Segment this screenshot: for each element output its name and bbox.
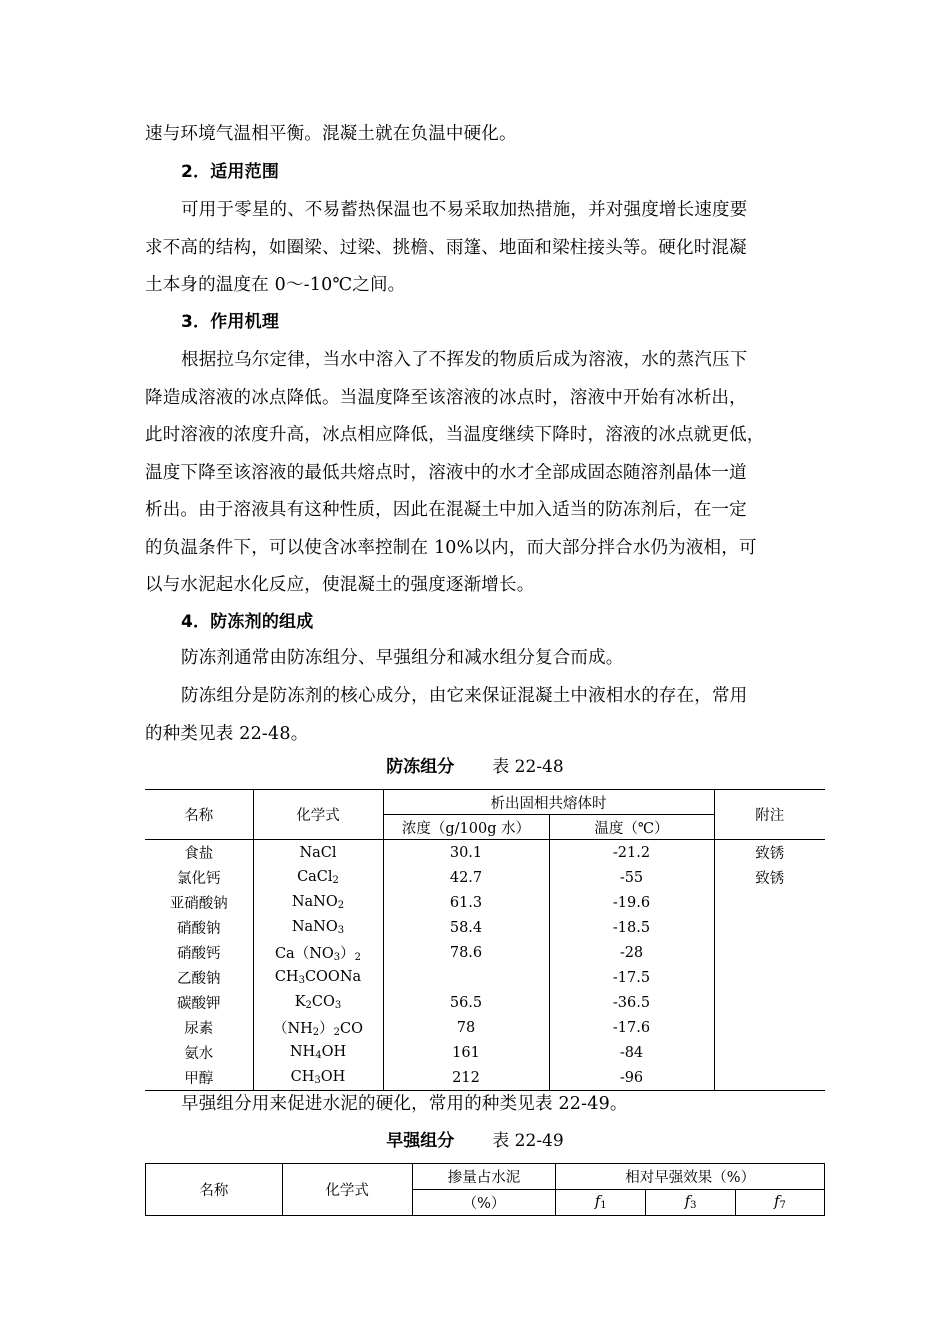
cell-temperature: -36.5 (549, 990, 714, 1015)
formula-part: OH (321, 1044, 347, 1060)
cell-concentration: 161 (383, 1040, 549, 1065)
cell-note: 致锈 (714, 865, 825, 890)
cell-note (714, 1015, 825, 1040)
cell-name: 甲醇 (145, 1065, 253, 1091)
text-line: 的负温条件下，可以使含冰率控制在 10%以内，而大部分拌合水仍为液相，可 (145, 537, 757, 558)
column-header-name: 名称 (145, 790, 253, 840)
formula-subscript: 3 (298, 975, 305, 986)
cell-temperature: -28 (549, 940, 714, 965)
column-header-f7 (736, 1190, 825, 1216)
table-row (145, 840, 825, 866)
cell-temperature: -17.6 (549, 1015, 714, 1040)
formula-subscript: 2 (337, 900, 345, 911)
cell-temperature: -17.5 (549, 965, 714, 990)
text-line: 以与水泥起水化反应，使混凝土的强度逐渐增长。 (145, 575, 535, 595)
column-header-name: 名称 (146, 1164, 283, 1216)
column-header-f1 (556, 1190, 646, 1216)
cell-concentration: 212 (383, 1065, 549, 1091)
formula-subscript: 4 (315, 1050, 322, 1061)
f-symbol: f (594, 1194, 601, 1210)
table-caption-22-48 (0, 752, 950, 777)
paragraph-intro-end (145, 116, 825, 154)
formula-subscript: 2 (354, 952, 362, 963)
text-line: 速与环境气温相平衡。混凝土就在负温中硬化。 (145, 124, 517, 144)
section-heading-composition: 4．防冻剂的组成 (181, 612, 314, 632)
cell-formula (253, 965, 383, 990)
cell-concentration: 56.5 (383, 990, 549, 1015)
formula-subscript: 2 (332, 875, 339, 886)
formula-part: NaNO (291, 919, 338, 935)
section-heading-mechanism: 3．作用机理 (181, 312, 280, 332)
column-header-note: 附注 (714, 790, 825, 840)
text-line: 降造成溶液的冰点降低。当温度降至该溶液的冰点时，溶液中开始有冰析出， (145, 387, 747, 408)
f-symbol: f (684, 1194, 691, 1210)
column-header-formula: 化学式 (282, 1164, 412, 1216)
cell-concentration: 58.4 (383, 915, 549, 940)
cell-temperature: -84 (549, 1040, 714, 1065)
table-row (145, 890, 825, 915)
table-number: 表 22-49 (492, 1131, 564, 1151)
cell-formula (253, 865, 383, 890)
cell-formula (253, 990, 383, 1015)
formula-part: CH (274, 969, 299, 985)
cell-temperature: -18.5 (549, 915, 714, 940)
formula-part: ） (340, 946, 355, 962)
text-line: 可用于零星的、不易蓄热保温也不易采取加热措施，并对强度增长速度要 (181, 200, 748, 220)
paragraph-antifreeze-component (145, 678, 825, 753)
cell-name: 食盐 (145, 840, 253, 866)
cell-concentration: 78.6 (383, 940, 549, 965)
cell-concentration: 61.3 (383, 890, 549, 915)
column-header-dosage: 掺量占水泥 (412, 1164, 556, 1190)
table-row (145, 990, 825, 1015)
table-row (145, 940, 825, 965)
cell-name: 尿素 (145, 1015, 253, 1040)
cell-name: 硝酸钠 (145, 915, 253, 940)
formula-subscript: 2 (305, 1000, 312, 1011)
text-line: 此时溶液的浓度升高，冰点相应降低，当温度继续下降时，溶液的冰点就更低， (145, 425, 765, 445)
formula-part: NH (289, 1044, 316, 1060)
cell-note (714, 990, 825, 1015)
column-header-dosage-unit: （%） (412, 1190, 556, 1216)
cell-concentration: 78 (383, 1015, 549, 1040)
formula-part: NaNO (291, 894, 338, 910)
cell-formula (253, 1040, 383, 1065)
cell-note (714, 965, 825, 990)
table-body (145, 840, 825, 1091)
cell-formula (253, 840, 383, 866)
formula-subscript: 3 (334, 1000, 342, 1011)
cell-formula (253, 915, 383, 940)
section-heading-scope: 2．适用范围 (181, 162, 280, 182)
cell-note (714, 915, 825, 940)
text-line: 的种类见表 22-48。 (145, 723, 309, 744)
formula-subscript: 3 (314, 1075, 321, 1086)
antifreeze-components-table (145, 789, 825, 1091)
formula-part: （NH (272, 1021, 313, 1037)
cell-note (714, 1040, 825, 1065)
table-row (145, 865, 825, 890)
formula-part: Ca（NO (274, 946, 334, 962)
early-strength-components-table (145, 1163, 825, 1216)
subscript: 3 (690, 1200, 697, 1211)
cell-note (714, 890, 825, 915)
cell-name: 亚硝酸钠 (145, 890, 253, 915)
formula-part: K (294, 994, 306, 1010)
column-header-temperature: 温度（℃） (549, 815, 714, 840)
table-row (145, 1015, 825, 1040)
cell-name: 硝酸钙 (145, 940, 253, 965)
cell-temperature: -21.2 (549, 840, 714, 866)
formula-part: ） (319, 1021, 334, 1037)
cell-name: 氯化钙 (145, 865, 253, 890)
formula-part: CH (290, 1069, 315, 1085)
table-row (145, 1040, 825, 1065)
cell-temperature: -55 (549, 865, 714, 890)
table-title: 防冻组分 (386, 757, 455, 777)
cell-formula (253, 1015, 383, 1040)
formula-part: CO (311, 994, 335, 1010)
cell-note (714, 940, 825, 965)
cell-temperature: -96 (549, 1065, 714, 1091)
cell-concentration (383, 965, 549, 990)
subscript: 1 (600, 1200, 607, 1211)
table-number: 表 22-48 (492, 757, 564, 777)
cell-name: 氨水 (145, 1040, 253, 1065)
formula-part: CO (340, 1021, 364, 1037)
table-title: 早强组分 (386, 1131, 455, 1151)
formula-part: COONa (304, 969, 362, 985)
cell-note: 致锈 (714, 840, 825, 866)
cell-formula (253, 940, 383, 965)
paragraph-early-strength (145, 1086, 825, 1124)
f-symbol: f (774, 1194, 780, 1210)
formula-part: NaCl (299, 844, 337, 861)
text-line: 根据拉乌尔定律，当水中溶入了不挥发的物质后成为溶液，水的蒸汽压下 (181, 350, 748, 370)
text-line: 土本身的温度在 0～-10℃之间。 (145, 275, 406, 295)
text-line: 防冻剂通常由防冻组分、早强组分和减水组分复合而成。 (181, 648, 624, 668)
column-group-relative-strength: 相对早强效果（%） (556, 1164, 825, 1190)
column-header-formula: 化学式 (253, 790, 383, 840)
text-line: 防冻组分是防冻剂的核心成分，由它来保证混凝土中液相水的存在，常用 (181, 686, 748, 706)
formula-part: OH (320, 1069, 346, 1085)
formula-subscript: 3 (333, 952, 341, 963)
cell-name: 碳酸钾 (145, 990, 253, 1015)
formula-subscript: 2 (333, 1027, 341, 1038)
formula-subscript: 3 (337, 925, 345, 936)
table-caption-22-49 (0, 1126, 950, 1151)
text-line: 求不高的结构，如圈梁、过梁、挑檐、雨篷、地面和梁柱接头等。硬化时混凝 (145, 237, 747, 258)
column-group-eutectic: 析出固相共熔体时 (383, 790, 714, 815)
paragraph-mechanism (145, 342, 825, 605)
cell-name: 乙酸钠 (145, 965, 253, 990)
text-line: 早强组分用来促进水泥的硬化，常用的种类见表 22-49。 (181, 1094, 628, 1114)
text-line: 析出。由于溶液具有这种性质，因此在混凝土中加入适当的防冻剂后，在一定 (145, 500, 747, 520)
paragraph-composition (145, 640, 825, 678)
column-header-f3 (646, 1190, 736, 1216)
cell-formula (253, 890, 383, 915)
subscript: 7 (779, 1200, 786, 1211)
formula-subscript: 2 (312, 1027, 320, 1038)
table-row (145, 915, 825, 940)
cell-temperature: -19.6 (549, 890, 714, 915)
text-line: 温度下降至该溶液的最低共熔点时，溶液中的水才全部成固态随溶剂晶体一道 (145, 462, 747, 483)
formula-part: CaCl (297, 869, 333, 885)
column-header-concentration: 浓度（g/100g 水） (383, 815, 549, 840)
table-row (145, 965, 825, 990)
paragraph-scope (145, 192, 825, 305)
cell-concentration: 30.1 (383, 840, 549, 866)
cell-concentration: 42.7 (383, 865, 549, 890)
